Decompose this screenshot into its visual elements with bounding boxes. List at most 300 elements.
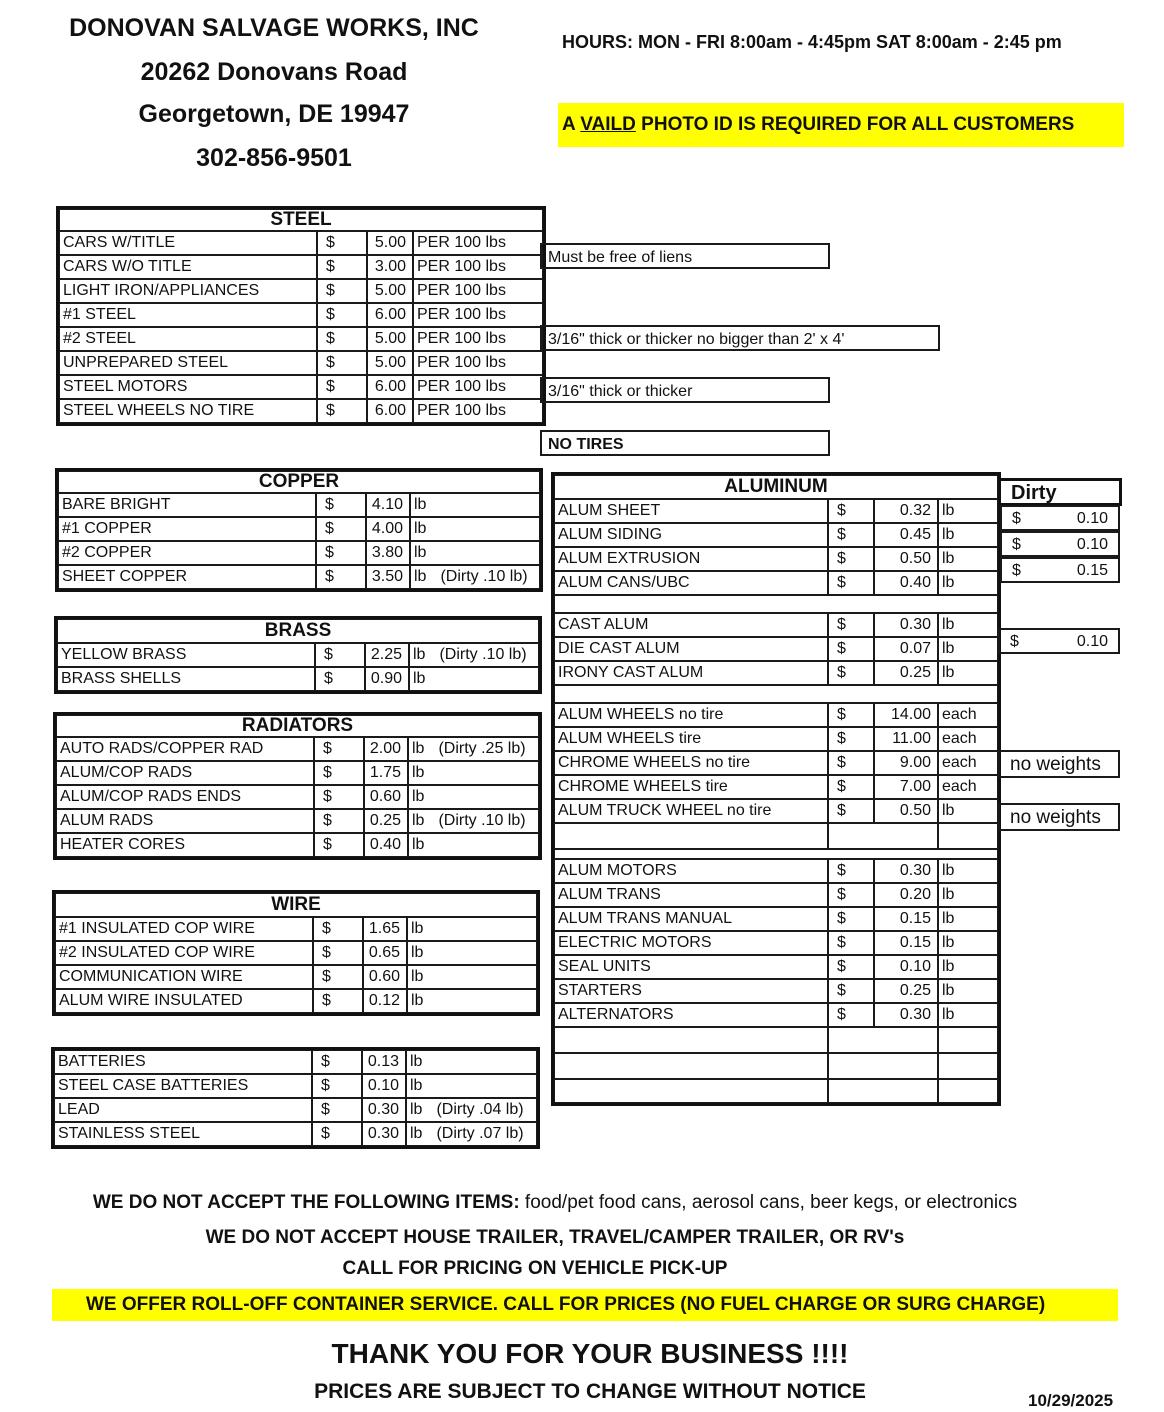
item-price: 3.00 <box>367 255 413 279</box>
dollar-sign: $ <box>316 517 366 541</box>
item-name: ALUM CANS/UBC <box>554 571 828 595</box>
table-row <box>554 703 998 727</box>
dirty-value: 0.10 <box>1076 510 1108 527</box>
dollar-sign: $ <box>317 351 367 375</box>
dirty-value: 0.15 <box>1076 562 1108 579</box>
item-name: ALUM TRUCK WHEEL no tire <box>554 799 828 823</box>
item-price: 1.75 <box>364 761 408 785</box>
company-city: Georgetown, DE 19947 <box>138 100 410 128</box>
table-row <box>54 1122 537 1146</box>
item-unit <box>408 785 539 809</box>
dollar-sign: $ <box>314 785 364 809</box>
table-row <box>55 965 537 989</box>
no-trailers-notice: WE DO NOT ACCEPT HOUSE TRAILER, TRAVEL/CAMPER TRAILER, OR RV's <box>205 1227 905 1248</box>
item-unit: lb <box>407 917 537 941</box>
steel-table <box>58 208 544 424</box>
photo-id-notice <box>558 103 1124 147</box>
dollar-sign: $ <box>828 613 874 637</box>
item-unit <box>409 667 539 691</box>
rolloff-notice <box>52 1289 1118 1321</box>
empty-cell <box>554 823 828 849</box>
table-row <box>554 859 998 883</box>
dollar-sign: $ <box>313 941 363 965</box>
item-price: 0.50 <box>874 799 938 823</box>
item-price: 2.25 <box>365 643 409 667</box>
item-price: 0.10 <box>362 1074 406 1098</box>
photo-id-underlined: VAILD <box>580 114 636 135</box>
unit-text: lb <box>410 1101 423 1118</box>
dollar-sign: $ <box>828 571 874 595</box>
table-row <box>58 541 540 565</box>
brass-table <box>56 618 540 692</box>
empty-cell <box>828 823 938 849</box>
dirty-price-box <box>1000 531 1120 557</box>
company-phone: 302-856-9501 <box>196 144 352 172</box>
item-name: STARTERS <box>554 979 828 1003</box>
radiators-table <box>55 714 540 858</box>
dollar-sign: $ <box>317 231 367 255</box>
item-name: ALUM SIDING <box>554 523 828 547</box>
note-liens: Must be free of liens <box>540 243 830 269</box>
item-name: #2 STEEL <box>59 327 317 351</box>
item-price: 0.45 <box>874 523 938 547</box>
dollar-sign: $ <box>312 1098 362 1122</box>
item-name: #2 INSULATED COP WIRE <box>55 941 313 965</box>
item-unit: lb <box>407 989 537 1013</box>
table-row <box>554 661 998 685</box>
unit-text: lb <box>412 788 425 805</box>
item-price: 0.40 <box>364 833 408 857</box>
item-name: CHROME WHEELS no tire <box>554 751 828 775</box>
item-unit: lb <box>938 859 998 883</box>
item-unit: lb <box>938 571 998 595</box>
item-unit: each <box>938 751 998 775</box>
item-price: 0.50 <box>874 547 938 571</box>
item-price: 0.10 <box>874 955 938 979</box>
item-name: STEEL CASE BATTERIES <box>54 1074 312 1098</box>
table-row <box>55 941 537 965</box>
spacer-row <box>554 685 998 703</box>
dollar-sign: $ <box>828 955 874 979</box>
misc-table <box>53 1049 538 1147</box>
table-row <box>554 751 998 775</box>
dirty-value: 0.10 <box>1076 633 1108 650</box>
item-unit: PER 100 lbs <box>413 399 543 423</box>
item-unit: lb <box>938 523 998 547</box>
table-row <box>59 351 543 375</box>
item-unit: lb <box>938 1003 998 1027</box>
item-price: 5.00 <box>367 327 413 351</box>
item-unit: PER 100 lbs <box>413 231 543 255</box>
company-street: 20262 Donovans Road <box>140 58 408 86</box>
dollar-sign: $ <box>313 989 363 1013</box>
dirty-price: (Dirty .10 lb) <box>439 646 527 663</box>
spacer-row <box>554 595 998 613</box>
item-price: 0.32 <box>874 499 938 523</box>
item-price: 0.60 <box>364 785 408 809</box>
item-price: 0.15 <box>874 907 938 931</box>
not-accepted-list: food/pet food cans, aerosol cans, beer kegs, or electronics <box>519 1192 1018 1213</box>
item-name: DIE CAST ALUM <box>554 637 828 661</box>
item-price: 3.80 <box>366 541 410 565</box>
table-row <box>59 231 543 255</box>
item-name: #2 COPPER <box>58 541 316 565</box>
dollar-sign: $ <box>317 375 367 399</box>
item-unit: lb <box>938 979 998 1003</box>
table-row <box>554 1003 998 1027</box>
table-row <box>59 375 543 399</box>
unit-text: lb <box>412 740 425 757</box>
empty-cell <box>554 1079 828 1103</box>
item-name: ALUM WIRE INSULATED <box>55 989 313 1013</box>
dollar-sign: $ <box>828 637 874 661</box>
item-name: IRONY CAST ALUM <box>554 661 828 685</box>
item-name: SHEET COPPER <box>58 565 316 589</box>
item-name: ALUM TRANS MANUAL <box>554 907 828 931</box>
dollar-sign: $ <box>1012 510 1021 527</box>
item-unit: each <box>938 775 998 799</box>
item-name: HEATER CORES <box>56 833 314 857</box>
table-row <box>54 1098 537 1122</box>
empty-cell <box>554 1027 828 1053</box>
table-row <box>55 917 537 941</box>
item-unit <box>406 1074 537 1098</box>
item-name: ALUM EXTRUSION <box>554 547 828 571</box>
dirty-title: Dirty <box>1011 482 1057 504</box>
table-row <box>554 613 998 637</box>
unit-text: lb <box>410 1077 423 1094</box>
dollar-sign: $ <box>312 1050 362 1074</box>
dollar-sign: $ <box>312 1074 362 1098</box>
item-unit: lb <box>938 883 998 907</box>
dollar-sign: $ <box>313 917 363 941</box>
dollar-sign: $ <box>828 727 874 751</box>
item-price: 4.00 <box>366 517 410 541</box>
item-name: CHROME WHEELS tire <box>554 775 828 799</box>
item-unit: lb <box>938 955 998 979</box>
item-price: 6.00 <box>367 303 413 327</box>
wire-title: WIRE <box>55 893 537 917</box>
dollar-sign: $ <box>828 499 874 523</box>
dirty-price-box <box>998 628 1120 654</box>
table-row <box>54 1074 537 1098</box>
dollar-sign: $ <box>828 1003 874 1027</box>
item-price: 0.20 <box>874 883 938 907</box>
item-price: 5.00 <box>367 351 413 375</box>
note-steel1-thickness: 3/16" thick or thicker no bigger than 2' x 4' <box>540 325 940 351</box>
dirty-price: (Dirty .04 lb) <box>436 1101 524 1118</box>
item-price: 0.30 <box>874 859 938 883</box>
unit-text: lb <box>412 764 425 781</box>
dirty-price: (Dirty .10 lb) <box>438 812 526 829</box>
item-unit: each <box>938 703 998 727</box>
dollar-sign: $ <box>1012 562 1021 579</box>
dollar-sign: $ <box>312 1122 362 1146</box>
item-price: 2.00 <box>364 737 408 761</box>
dollar-sign: $ <box>1010 633 1019 650</box>
item-unit: lb <box>938 931 998 955</box>
item-name: ALUM WHEELS no tire <box>554 703 828 727</box>
dollar-sign: $ <box>316 565 366 589</box>
unit-text: lb <box>414 520 427 537</box>
empty-cell <box>938 1053 998 1079</box>
item-unit: lb <box>407 965 537 989</box>
table-row <box>57 667 539 691</box>
unit-text: lb <box>412 812 425 829</box>
empty-cell <box>938 823 998 849</box>
table-row <box>54 1050 537 1074</box>
item-name: CAST ALUM <box>554 613 828 637</box>
steel-title: STEEL <box>59 209 543 231</box>
dirty-price-box <box>1000 505 1120 531</box>
item-price: 0.25 <box>874 661 938 685</box>
item-price: 0.30 <box>362 1122 406 1146</box>
dollar-sign: $ <box>317 303 367 327</box>
unit-text: lb <box>410 1053 423 1070</box>
table-row <box>554 523 998 547</box>
no-weights-note: no weights <box>998 803 1120 831</box>
item-name: ALUM TRANS <box>554 883 828 907</box>
steel-rows <box>59 231 543 423</box>
item-unit <box>410 541 540 565</box>
item-price: 0.30 <box>874 1003 938 1027</box>
item-unit <box>410 565 540 589</box>
item-unit: lb <box>938 799 998 823</box>
table-row <box>554 955 998 979</box>
table-row <box>56 761 539 785</box>
item-unit: lb <box>407 941 537 965</box>
table-row <box>59 399 543 423</box>
item-unit: PER 100 lbs <box>413 351 543 375</box>
dollar-sign: $ <box>313 965 363 989</box>
dollar-sign: $ <box>828 523 874 547</box>
table-row <box>554 775 998 799</box>
dollar-sign: $ <box>828 775 874 799</box>
item-name: ELECTRIC MOTORS <box>554 931 828 955</box>
item-price: 0.65 <box>363 941 407 965</box>
item-price: 0.30 <box>874 613 938 637</box>
dirty-price: (Dirty .25 lb) <box>438 740 526 757</box>
item-name: UNPREPARED STEEL <box>59 351 317 375</box>
empty-cell <box>828 1079 938 1103</box>
table-row <box>59 279 543 303</box>
item-name: #1 STEEL <box>59 303 317 327</box>
item-price: 0.25 <box>364 809 408 833</box>
dollar-sign: $ <box>317 255 367 279</box>
unit-text: lb <box>413 670 426 687</box>
item-unit <box>408 833 539 857</box>
dollar-sign: $ <box>315 667 365 691</box>
item-unit: PER 100 lbs <box>413 279 543 303</box>
aluminum-title: ALUMINUM <box>554 475 998 499</box>
copper-title: COPPER <box>58 471 540 493</box>
item-unit: PER 100 lbs <box>413 255 543 279</box>
item-name: #1 INSULATED COP WIRE <box>55 917 313 941</box>
item-price: 0.13 <box>362 1050 406 1074</box>
item-name: ALTERNATORS <box>554 1003 828 1027</box>
note-unprepared-thickness: 3/16" thick or thicker <box>540 377 830 403</box>
dollar-sign: $ <box>828 883 874 907</box>
unit-text: lb <box>414 544 427 561</box>
table-row <box>55 989 537 1013</box>
dollar-sign: $ <box>314 833 364 857</box>
item-name: STEEL WHEELS NO TIRE <box>59 399 317 423</box>
not-accepted-items <box>40 1192 1070 1214</box>
item-price: 0.90 <box>365 667 409 691</box>
note-no-tires: NO TIRES <box>540 430 830 456</box>
item-unit: lb <box>938 613 998 637</box>
table-row <box>56 785 539 809</box>
dollar-sign: $ <box>317 399 367 423</box>
table-row <box>59 327 543 351</box>
empty-cell <box>938 1027 998 1053</box>
photo-id-rest: PHOTO ID IS REQUIRED FOR ALL CUSTOMERS <box>635 114 1075 135</box>
thank-you: THANK YOU FOR YOUR BUSINESS !!!! <box>331 1338 849 1369</box>
dollar-sign: $ <box>316 541 366 565</box>
dollar-sign: $ <box>317 279 367 303</box>
dollar-sign: $ <box>316 493 366 517</box>
dirty-price: (Dirty .07 lb) <box>436 1125 524 1142</box>
item-unit: lb <box>938 499 998 523</box>
item-name: LEAD <box>54 1098 312 1122</box>
item-unit: lb <box>938 637 998 661</box>
table-row <box>554 979 998 1003</box>
empty-cell <box>828 1053 938 1079</box>
dollar-sign: $ <box>828 799 874 823</box>
dollar-sign: $ <box>828 751 874 775</box>
item-name: LIGHT IRON/APPLIANCES <box>59 279 317 303</box>
item-price: 0.12 <box>363 989 407 1013</box>
item-name: STEEL MOTORS <box>59 375 317 399</box>
unit-text: lb <box>413 646 426 663</box>
item-name: COMMUNICATION WIRE <box>55 965 313 989</box>
table-row <box>554 907 998 931</box>
item-unit: PER 100 lbs <box>413 375 543 399</box>
item-price: 0.40 <box>874 571 938 595</box>
item-price: 6.00 <box>367 375 413 399</box>
table-row <box>59 303 543 327</box>
unit-text: lb <box>410 1125 423 1142</box>
table-row <box>554 637 998 661</box>
item-price: 0.07 <box>874 637 938 661</box>
item-price: 0.30 <box>362 1098 406 1122</box>
item-unit <box>408 809 539 833</box>
table-row <box>57 643 539 667</box>
dollar-sign: $ <box>828 907 874 931</box>
item-unit <box>410 493 540 517</box>
table-row <box>554 727 998 751</box>
item-name: #1 COPPER <box>58 517 316 541</box>
unit-text: lb <box>414 496 427 513</box>
dollar-sign: $ <box>314 761 364 785</box>
dirty-price: (Dirty .10 lb) <box>440 568 528 585</box>
table-row <box>58 493 540 517</box>
item-price: 9.00 <box>874 751 938 775</box>
not-accepted-label: WE DO NOT ACCEPT THE FOLLOWING ITEMS: <box>92 1192 520 1213</box>
table-row <box>554 883 998 907</box>
item-price: 4.10 <box>366 493 410 517</box>
item-price: 5.00 <box>367 279 413 303</box>
no-weights-note: no weights <box>998 750 1120 778</box>
table-row <box>554 499 998 523</box>
table-row <box>554 931 998 955</box>
table-row <box>554 571 998 595</box>
dollar-sign: $ <box>828 931 874 955</box>
item-name: ALUM SHEET <box>554 499 828 523</box>
item-name: STAINLESS STEEL <box>54 1122 312 1146</box>
item-price: 0.60 <box>363 965 407 989</box>
spacer-row <box>554 849 998 859</box>
dollar-sign: $ <box>314 809 364 833</box>
dollar-sign: $ <box>315 643 365 667</box>
vehicle-pickup-notice: CALL FOR PRICING ON VEHICLE PICK-UP <box>342 1258 728 1279</box>
table-row <box>554 799 998 823</box>
item-name: ALUM/COP RADS <box>56 761 314 785</box>
rolloff-text: WE OFFER ROLL-OFF CONTAINER SERVICE. CALL FOR PRICES (NO FUEL CHARGE OR SURG CHARGE) <box>86 1294 1046 1315</box>
table-row <box>59 255 543 279</box>
item-unit: each <box>938 727 998 751</box>
item-unit <box>408 737 539 761</box>
item-unit <box>406 1050 537 1074</box>
empty-cell <box>828 1027 938 1053</box>
wire-table <box>54 892 538 1014</box>
business-hours: HOURS: MON - FRI 8:00am - 4:45pm SAT 8:00am - 2:45 pm <box>562 32 1062 52</box>
item-price: 14.00 <box>874 703 938 727</box>
item-price: 0.25 <box>874 979 938 1003</box>
copper-table <box>57 470 541 590</box>
dollar-sign: $ <box>828 547 874 571</box>
unit-text: lb <box>412 836 425 853</box>
dirty-header <box>998 478 1122 506</box>
dirty-value: 0.10 <box>1076 536 1108 553</box>
item-unit <box>410 517 540 541</box>
dollar-sign: $ <box>317 327 367 351</box>
item-unit: lb <box>938 907 998 931</box>
item-name: SEAL UNITS <box>554 955 828 979</box>
radiators-title: RADIATORS <box>56 715 539 737</box>
item-unit: lb <box>938 661 998 685</box>
table-row <box>554 547 998 571</box>
item-unit: lb <box>938 547 998 571</box>
item-price: 5.00 <box>367 231 413 255</box>
aluminum-table <box>553 474 999 1104</box>
dollar-sign: $ <box>828 661 874 685</box>
item-unit <box>406 1122 537 1146</box>
item-price: 0.15 <box>874 931 938 955</box>
dollar-sign: $ <box>314 737 364 761</box>
table-row <box>56 737 539 761</box>
dollar-sign: $ <box>1012 536 1021 553</box>
item-unit <box>406 1098 537 1122</box>
empty-cell <box>938 1079 998 1103</box>
item-name: BATTERIES <box>54 1050 312 1074</box>
item-price: 3.50 <box>366 565 410 589</box>
unit-text: lb <box>414 568 427 585</box>
empty-cell <box>554 1053 828 1079</box>
item-name: YELLOW BRASS <box>57 643 315 667</box>
item-name: ALUM WHEELS tire <box>554 727 828 751</box>
table-row <box>58 565 540 589</box>
item-name: ALUM/COP RADS ENDS <box>56 785 314 809</box>
item-price: 1.65 <box>363 917 407 941</box>
item-price: 6.00 <box>367 399 413 423</box>
item-name: ALUM RADS <box>56 809 314 833</box>
price-date: 10/29/2025 <box>1028 1391 1114 1410</box>
item-name: ALUM MOTORS <box>554 859 828 883</box>
dirty-price-box <box>1000 557 1120 583</box>
item-name: CARS W/O TITLE <box>59 255 317 279</box>
item-name: BARE BRIGHT <box>58 493 316 517</box>
